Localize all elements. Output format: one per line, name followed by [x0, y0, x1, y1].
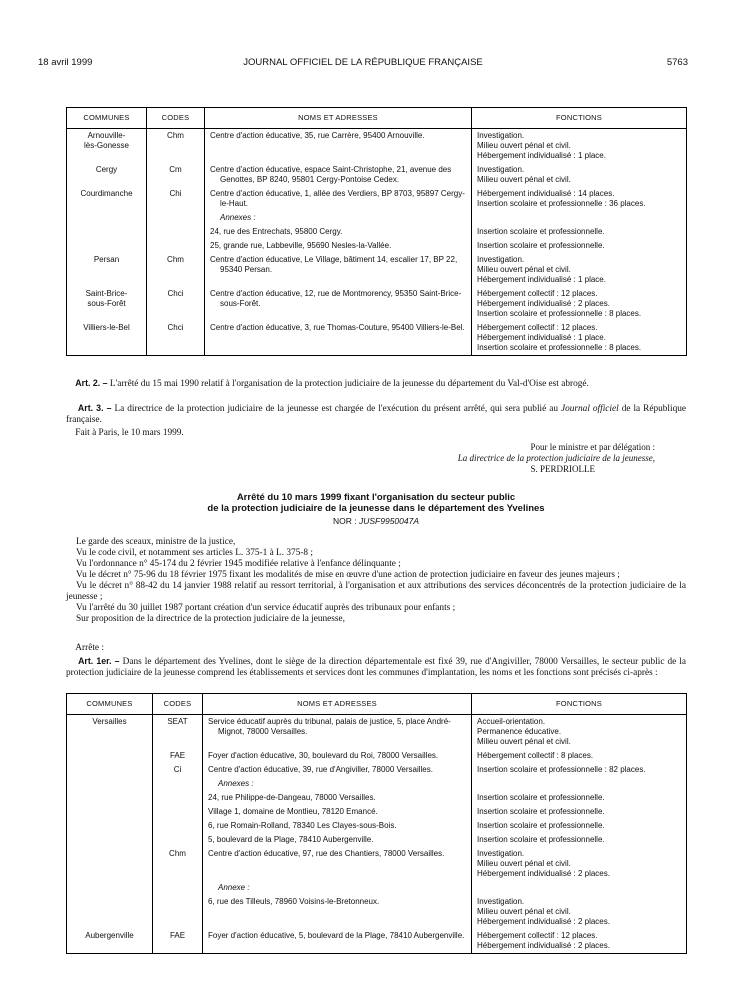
- address-cell: [203, 715, 472, 750]
- code-value: Chi: [169, 189, 182, 198]
- article-1-label: Art. 1er. –: [78, 656, 120, 666]
- table-row: [67, 929, 687, 954]
- address-line: Centre d'action éducative, 3, rue Thomas-Couture, 95400 Villiers-le-Bel.: [210, 323, 465, 332]
- commune-cell: [67, 847, 153, 881]
- commune-name: sous-Forêt: [87, 299, 126, 308]
- address-cell: [205, 321, 472, 356]
- address-cell: [203, 833, 472, 847]
- address-line: Foyer d'action éducative, 5, boulevard de la Plage, 78410 Aubergenville.: [208, 931, 465, 940]
- address-cell: [205, 225, 472, 239]
- address-line: Centre d'action éducative, espace Saint-Christophe, 21, avenue des: [210, 165, 452, 174]
- fonction-line: Insertion scolaire et professionnelle : 8 places.: [477, 343, 642, 352]
- fonction-line: Milieu ouvert pénal et civil.: [477, 175, 571, 184]
- fonction-cell: [472, 833, 687, 847]
- code-value: Chci: [167, 289, 184, 298]
- code-value: Chm: [167, 131, 184, 140]
- fonction-line: Hébergement individualisé : 14 places.: [477, 189, 615, 198]
- decree-title-line-1: Arrêté du 10 mars 1999 fixant l'organisation du secteur public: [236, 492, 516, 503]
- article-1: [66, 656, 686, 679]
- commune-name: Cergy: [95, 165, 118, 174]
- visa-line: Vu le décret n° 88-42 du 14 janvier 1988 relatif au ressort territorial, à l'organisation et aux attributions des services déconcentrés de la protection judiciaire de la jeunesse ;: [66, 581, 686, 602]
- fonction-line: Investigation.: [477, 849, 525, 858]
- address-line: Village 1, domaine de Montlieu, 78120 Emancé.: [208, 807, 378, 816]
- fonction-cell: [472, 847, 687, 881]
- code-cell: [153, 929, 203, 954]
- code-value: Chm: [169, 849, 186, 858]
- address-cell: [205, 287, 472, 321]
- code-cell: [153, 763, 203, 777]
- fonction-line: Milieu ouvert pénal et civil.: [477, 859, 571, 868]
- col-header-codes: CODES: [153, 694, 203, 715]
- fonction-line: Insertion scolaire et professionnelle : 8 places.: [477, 309, 642, 318]
- table-row: [67, 777, 687, 791]
- col-header-noms: NOMS ET ADRESSES: [205, 108, 472, 129]
- address-line: Centre d'action éducative, 1, allée des Verdiers, BP 8703, 95897 Cergy-: [210, 189, 465, 198]
- visa-line: Vu l'arrêté du 30 juillet 1987 portant création d'un service éducatif auprès des tribunaux pour enfants ;: [76, 603, 456, 613]
- address-cell: [203, 881, 472, 895]
- commune-cell: [67, 211, 147, 225]
- table-row: [67, 791, 687, 805]
- fonction-cell: [472, 819, 687, 833]
- code-cell: [153, 833, 203, 847]
- table-row: [67, 225, 687, 239]
- table-row: [67, 253, 687, 287]
- fonction-line: Hébergement individualisé : 2 places.: [477, 917, 610, 926]
- fonction-line: Milieu ouvert pénal et civil.: [477, 265, 571, 274]
- col-header-communes: COMMUNES: [67, 694, 153, 715]
- address-cell: [203, 749, 472, 763]
- commune-name: Villiers-le-Bel: [83, 323, 130, 332]
- fonction-line: Milieu ouvert pénal et civil.: [477, 141, 571, 150]
- establishments-table-yvelines: [66, 693, 687, 954]
- commune-cell: [67, 763, 153, 777]
- code-cell: [153, 895, 203, 929]
- code-value: Chci: [167, 323, 184, 332]
- address-cell: [203, 895, 472, 929]
- col-header-noms: NOMS ET ADRESSES: [203, 694, 472, 715]
- address-line: 24, rue Philippe-de-Dangeau, 78000 Versailles.: [208, 793, 376, 802]
- address-cell: [203, 777, 472, 791]
- address-cell: [203, 847, 472, 881]
- code-cell: [153, 847, 203, 881]
- address-cell: [205, 129, 472, 164]
- visa-line: Le garde des sceaux, ministre de la justice,: [76, 537, 236, 547]
- fonction-cell: [472, 321, 687, 356]
- fonction-line: Hébergement individualisé : 1 place.: [477, 275, 606, 284]
- commune-name: Arnouville-: [87, 131, 126, 140]
- commune-cell: [67, 187, 147, 211]
- commune-cell: [67, 321, 147, 356]
- code-cell: [153, 777, 203, 791]
- fonction-line: Insertion scolaire et professionnelle.: [477, 835, 605, 844]
- code-cell: [153, 805, 203, 819]
- fonction-cell: [472, 763, 687, 777]
- signature-name: S. PERDRIOLLE: [530, 464, 595, 474]
- arrete-text: Arrête :: [75, 643, 104, 653]
- article-3-label: Art. 3. –: [77, 403, 112, 413]
- code-value: FAE: [169, 751, 186, 760]
- fonction-cell: [472, 791, 687, 805]
- table-row: [67, 239, 687, 253]
- address-cell: [203, 805, 472, 819]
- code-value: Chm: [167, 255, 184, 264]
- commune-name: Persan: [93, 255, 120, 264]
- fonction-cell: [472, 895, 687, 929]
- journal-officiel-italic: Journal officiel: [560, 404, 619, 414]
- code-cell: [147, 129, 205, 164]
- table-row: [67, 163, 687, 187]
- table-row: [67, 211, 687, 225]
- fonction-cell: [472, 715, 687, 750]
- code-cell: [153, 791, 203, 805]
- address-line: Service éducatif auprès du tribunal, palais de justice, 5, place André-: [208, 717, 451, 726]
- address-line: Mignot, 78000 Versailles.: [218, 727, 308, 736]
- address-cell: [203, 763, 472, 777]
- code-cell: [153, 749, 203, 763]
- arrete-line: [66, 643, 686, 654]
- fonction-line: Investigation.: [477, 131, 525, 140]
- journal-title: JOURNAL OFFICIEL DE LA RÉPUBLIQUE FRANÇAISE: [243, 57, 483, 68]
- code-value: Ci: [173, 765, 182, 774]
- fonction-line: Investigation.: [477, 255, 525, 264]
- code-cell: [147, 321, 205, 356]
- commune-cell: [67, 287, 147, 321]
- col-header-codes: CODES: [147, 108, 205, 129]
- establishments-table-val-doise: [66, 107, 687, 356]
- code-cell: [147, 163, 205, 187]
- address-line: Centre d'action éducative, 97, rue des Chantiers, 78000 Versailles.: [208, 849, 445, 858]
- article-3-text-a: La directrice de la protection judiciaire de la jeunesse est chargée de l'exécution du présent arrêté, qui sera publié au: [114, 404, 558, 414]
- fonction-line: Investigation.: [477, 897, 525, 906]
- table-row: [67, 805, 687, 819]
- fonction-line: Hébergement individualisé : 2 places.: [477, 869, 610, 878]
- address-line: 6, rue Romain-Rolland, 78340 Les Clayes-sous-Bois.: [208, 821, 397, 830]
- fonction-line: Hébergement collectif : 8 places.: [477, 751, 594, 760]
- col-header-communes: COMMUNES: [67, 108, 147, 129]
- fonction-cell: [472, 253, 687, 287]
- annexe-label: Annexes :: [220, 213, 256, 222]
- decree-title: [66, 492, 686, 514]
- code-cell: [147, 253, 205, 287]
- table-row: [67, 321, 687, 356]
- fonction-cell: [472, 777, 687, 791]
- issue-date: 18 avril 1999: [38, 57, 93, 68]
- fonction-cell: [472, 211, 687, 225]
- fonction-line: Hébergement individualisé : 1 place.: [477, 333, 606, 342]
- address-line: Foyer d'action éducative, 30, boulevard du Roi, 78000 Versailles.: [208, 751, 439, 760]
- code-value: SEAT: [167, 717, 188, 726]
- address-cell: [203, 929, 472, 954]
- commune-cell: [67, 929, 153, 954]
- table-row: [67, 129, 687, 164]
- fonction-line: Hébergement collectif : 12 places.: [477, 323, 598, 332]
- visa-line: Vu le décret n° 75-96 du 18 février 1975 fixant les modalités de mise en œuvre d'une action de protection judiciaire en faveur des jeunes majeurs ;: [76, 570, 620, 580]
- code-cell: [147, 239, 205, 253]
- table-row: [67, 895, 687, 929]
- address-line: 25, grande rue, Labbeville, 95690 Nesles-la-Vallée.: [210, 241, 392, 250]
- address-line: Centre d'action éducative, 35, rue Carrère, 95400 Arnouville.: [210, 131, 425, 140]
- fonction-cell: [472, 287, 687, 321]
- address-line: le-Haut.: [220, 199, 249, 208]
- commune-cell: [67, 791, 153, 805]
- commune-cell: [67, 881, 153, 895]
- fonction-line: Insertion scolaire et professionnelle.: [477, 793, 605, 802]
- address-line: 24, rue des Entrechats, 95800 Cergy.: [210, 227, 343, 236]
- fonction-line: Permanence éducative.: [477, 727, 562, 736]
- address-line: Genottes, BP 8240, 95801 Cergy-Pontoise Cedex.: [220, 175, 400, 184]
- commune-cell: [67, 715, 153, 750]
- fait-text: Fait à Paris, le 10 mars 1999.: [75, 428, 184, 438]
- table-row: [67, 763, 687, 777]
- commune-name: Aubergenville: [85, 931, 134, 940]
- address-line: 95340 Persan.: [220, 265, 273, 274]
- fait-a-paris: [66, 428, 686, 439]
- page-header: [38, 57, 688, 71]
- table-row: [67, 833, 687, 847]
- code-cell: [153, 819, 203, 833]
- commune-cell: [67, 239, 147, 253]
- commune-cell: [67, 163, 147, 187]
- address-cell: [203, 819, 472, 833]
- article-2: [66, 378, 686, 390]
- commune-cell: [67, 225, 147, 239]
- commune-name: lès-Gonesse: [84, 141, 129, 150]
- commune-name: Versailles: [92, 717, 127, 726]
- article-1-text: Dans le département des Yvelines, dont le siège de la direction départementale est fixé 39, rue d'Angiviller, 78000 Versailles, le secteur public de la protection judiciaire de la jeunesse comprend les établissements et services dont les communes d'implantation, les noms et les fonctions sont précisés ci-après :: [66, 657, 687, 678]
- fonction-line: Investigation.: [477, 165, 525, 174]
- nor-label: NOR :: [332, 516, 357, 526]
- fonction-line: Insertion scolaire et professionnelle.: [477, 807, 605, 816]
- commune-name: Saint-Brice-: [85, 289, 128, 298]
- nor-reference: [66, 516, 686, 526]
- annexe-label: Annexes :: [218, 779, 254, 788]
- commune-cell: [67, 749, 153, 763]
- visa-line: Vu le code civil, et notamment ses articles L. 375-1 à L. 375-8 ;: [76, 548, 313, 558]
- fonction-line: Hébergement collectif : 12 places.: [477, 931, 598, 940]
- fonction-line: Milieu ouvert pénal et civil.: [477, 737, 571, 746]
- fonction-cell: [472, 239, 687, 253]
- fonction-cell: [472, 805, 687, 819]
- address-cell: [205, 239, 472, 253]
- fonction-line: Hébergement collectif : 12 places.: [477, 289, 598, 298]
- annexe-label: Annexe :: [218, 883, 250, 892]
- fonction-cell: [472, 187, 687, 211]
- commune-cell: [67, 253, 147, 287]
- article-2-label: Art. 2. –: [75, 378, 108, 388]
- code-cell: [147, 287, 205, 321]
- commune-cell: [67, 819, 153, 833]
- fonction-cell: [472, 929, 687, 954]
- address-cell: [203, 791, 472, 805]
- fonction-line: Insertion scolaire et professionnelle.: [477, 241, 605, 250]
- address-cell: [205, 211, 472, 225]
- visa-line: Sur proposition de la directrice de la protection judiciaire de la jeunesse,: [76, 614, 345, 624]
- signature-line-1: Pour le ministre et par délégation :: [530, 442, 655, 452]
- table-row: [67, 847, 687, 881]
- table-row: [67, 715, 687, 750]
- commune-cell: [67, 833, 153, 847]
- fonction-line: Insertion scolaire et professionnelle : 82 places.: [477, 765, 646, 774]
- commune-name: Courdimanche: [80, 189, 133, 198]
- address-line: Centre d'action éducative, 12, rue de Montmorency, 95350 Saint-Brice-: [210, 289, 462, 298]
- signature-block: [458, 442, 655, 475]
- commune-cell: [67, 129, 147, 164]
- table-row: [67, 187, 687, 211]
- article-3: [66, 403, 686, 426]
- fonction-line: Insertion scolaire et professionnelle.: [477, 227, 605, 236]
- signature-line-2: La directrice de la protection judiciaire de la jeunesse,: [457, 453, 655, 463]
- table-row: [67, 881, 687, 895]
- fonction-line: Accueil-orientation.: [477, 717, 546, 726]
- page-number: 5763: [666, 57, 688, 68]
- decree-title-line-2: de la protection judiciaire de la jeunesse dans le département des Yvelines: [207, 503, 545, 514]
- fonction-line: Hébergement individualisé : 2 places.: [477, 299, 610, 308]
- code-cell: [147, 225, 205, 239]
- visas-block: [66, 537, 686, 625]
- col-header-fonctions: FONCTIONS: [472, 108, 687, 129]
- address-cell: [205, 253, 472, 287]
- nor-value: JUSF9950047A: [358, 516, 419, 526]
- fonction-cell: [472, 129, 687, 164]
- article-2-text: L'arrêté du 15 mai 1990 relatif à l'organisation de la protection judiciaire de la jeunesse du département du Val-d'Oise est abrogé.: [109, 379, 589, 389]
- fonction-line: Insertion scolaire et professionnelle.: [477, 821, 605, 830]
- address-line: 6, rue des Tilleuls, 78960 Voisins-le-Bretonneux.: [208, 897, 380, 906]
- table-row: [67, 819, 687, 833]
- code-cell: [153, 881, 203, 895]
- fonction-line: Hébergement individualisé : 1 place.: [477, 151, 606, 160]
- commune-cell: [67, 895, 153, 929]
- code-cell: [147, 211, 205, 225]
- col-header-fonctions: FONCTIONS: [472, 694, 687, 715]
- fonction-cell: [472, 163, 687, 187]
- article-3-text-b: de la République française.: [66, 404, 686, 425]
- fonction-cell: [472, 749, 687, 763]
- address-line: Centre d'action éducative, Le Village, bâtiment 14, escalier 17, BP 22,: [210, 255, 458, 264]
- address-cell: [205, 163, 472, 187]
- commune-cell: [67, 805, 153, 819]
- address-line: Centre d'action éducative, 39, rue d'Angiviller, 78000 Versailles.: [208, 765, 433, 774]
- table-row: [67, 287, 687, 321]
- fonction-line: Milieu ouvert pénal et civil.: [477, 907, 571, 916]
- code-value: FAE: [169, 931, 186, 940]
- code-cell: [147, 187, 205, 211]
- fonction-line: Insertion scolaire et professionnelle : 36 places.: [477, 199, 646, 208]
- address-line: sous-Forêt.: [220, 299, 261, 308]
- address-cell: [205, 187, 472, 211]
- fonction-cell: [472, 225, 687, 239]
- table-row: [67, 749, 687, 763]
- code-value: Cm: [169, 165, 182, 174]
- address-line: 5, boulevard de la Plage, 78410 Aubergenville.: [208, 835, 374, 844]
- fonction-line: Hébergement individualisé : 2 places.: [477, 941, 610, 950]
- commune-cell: [67, 777, 153, 791]
- visa-line: Vu l'ordonnance n° 45-174 du 2 février 1945 modifiée relative à l'enfance délinquante ;: [76, 559, 401, 569]
- code-cell: [153, 715, 203, 750]
- fonction-cell: [472, 881, 687, 895]
